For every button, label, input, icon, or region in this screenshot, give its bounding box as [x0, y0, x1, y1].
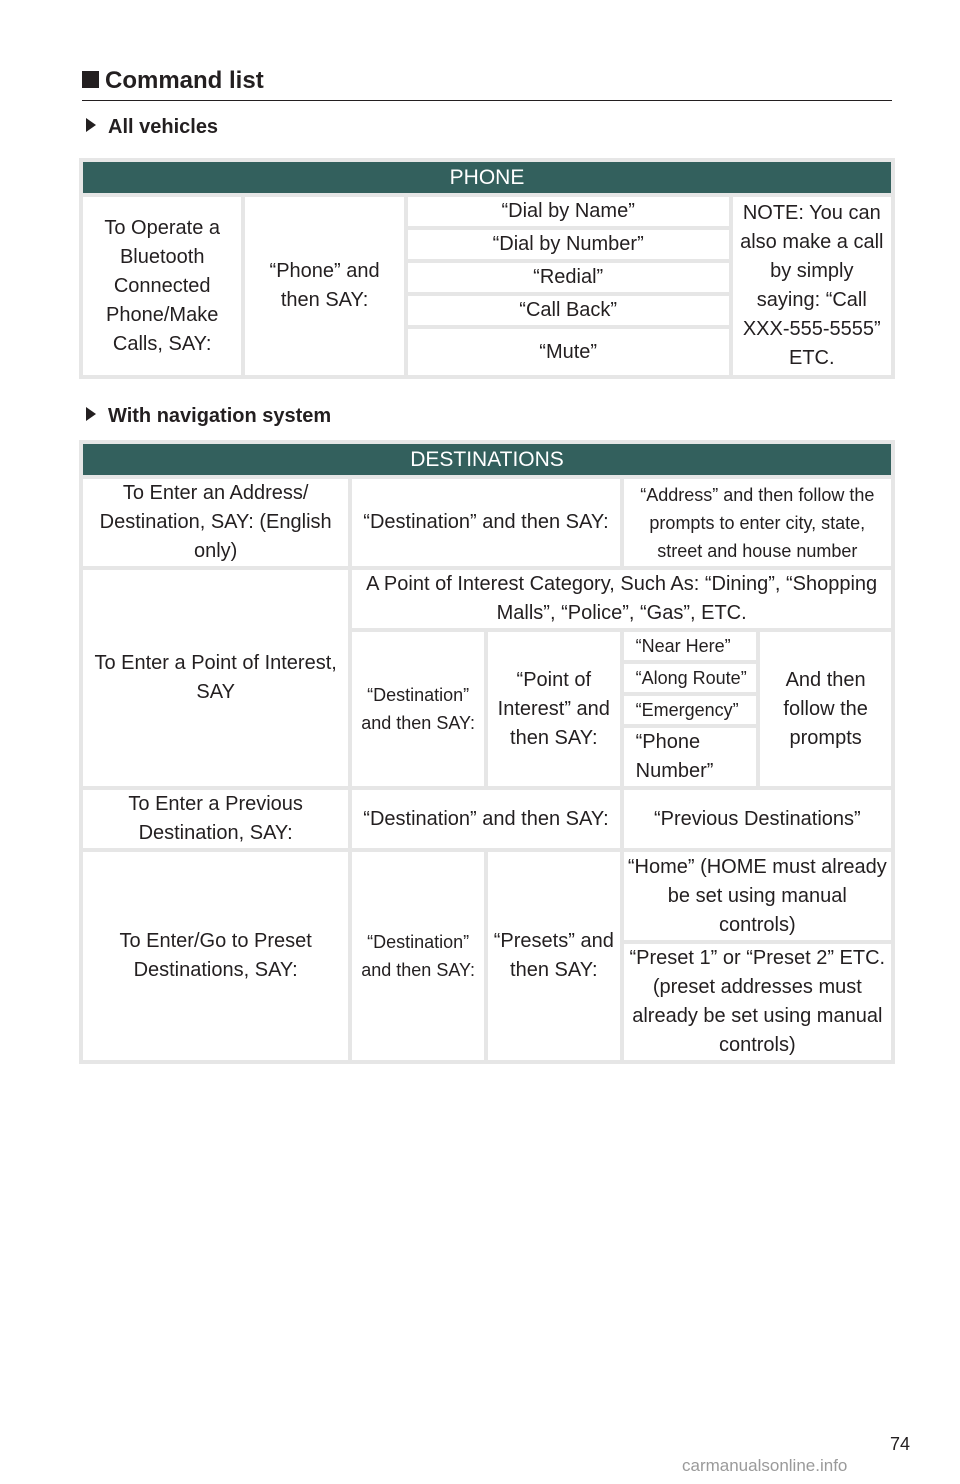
preset-home-cell: “Home” (HOME must already be set using manual controls) — [624, 852, 891, 940]
preset-destination-cell: “Destination” and then SAY: — [352, 852, 484, 1060]
watermark: carmanualsonline.info — [682, 1456, 848, 1475]
phone-command: “Redial” — [408, 263, 729, 292]
preset-label-cell: To Enter/Go to Preset Destinations, SAY: — [83, 852, 348, 1060]
preset-number-cell: “Preset 1” or “Preset 2” ETC. (preset addresses must already be set using manual controls) — [624, 944, 891, 1060]
page-number: 74 — [890, 1434, 911, 1454]
poi-follow-cell: And then follow the prompts — [760, 632, 891, 786]
poi-option: “Along Route” — [624, 664, 757, 692]
previous-command-cell: “Previous Destinations” — [624, 790, 891, 848]
phone-command: “Dial by Number” — [408, 230, 729, 259]
previous-say-cell: “Destination” and then SAY: — [352, 790, 619, 848]
phone-command: “Call Back” — [408, 296, 729, 325]
section-title — [82, 66, 892, 101]
table-header: PHONE — [83, 162, 891, 193]
poi-option: “Near Here” — [624, 632, 757, 660]
preset-then-say-cell: “Presets” and then SAY: — [488, 852, 620, 1060]
section-title-text: Command list — [105, 67, 264, 94]
destinations-command-table — [79, 440, 895, 1064]
phone-note-cell: NOTE: You can also make a call by simply saying: “Call XXX-555-5555” ETC. — [733, 197, 891, 375]
poi-category-cell: A Point of Interest Category, Such As: “Dining”, “Shopping Malls”, “Police”, “Gas”, ETC. — [352, 570, 891, 628]
subsection-all-vehicles — [86, 115, 218, 139]
triangle-bullet-icon — [86, 118, 96, 132]
address-prompt-cell: “Address” and then follow the prompts to enter city, state, street and house number — [624, 479, 891, 566]
poi-then-say-cell: “Point of Interest” and then SAY: — [488, 632, 620, 786]
subsection-title: All vehicles — [108, 116, 219, 138]
triangle-bullet-icon — [86, 407, 96, 421]
poi-option: “Emergency” — [624, 696, 757, 724]
phone-operate-cell: To Operate a Bluetooth Connected Phone/Make Calls, SAY: — [83, 197, 241, 375]
address-say-cell: “Destination” and then SAY: — [352, 479, 619, 566]
phone-command-table — [79, 158, 895, 379]
address-label-cell: To Enter an Address/ Destination, SAY: (English only) — [83, 479, 348, 566]
phone-command: “Mute” — [408, 329, 729, 375]
phone-command: “Dial by Name” — [408, 197, 729, 226]
square-bullet-icon — [82, 71, 99, 88]
subsection-title: With navigation system — [108, 405, 332, 427]
previous-label-cell: To Enter a Previous Destination, SAY: — [83, 790, 348, 848]
poi-option: “Phone Number” — [624, 728, 757, 786]
poi-label-cell: To Enter a Point of Interest, SAY — [83, 570, 348, 786]
table-header: DESTINATIONS — [83, 444, 891, 475]
poi-destination-cell: “Destination” and then SAY: — [352, 632, 484, 786]
subsection-navigation — [86, 404, 331, 428]
phone-then-say-cell: “Phone” and then SAY: — [245, 197, 403, 375]
